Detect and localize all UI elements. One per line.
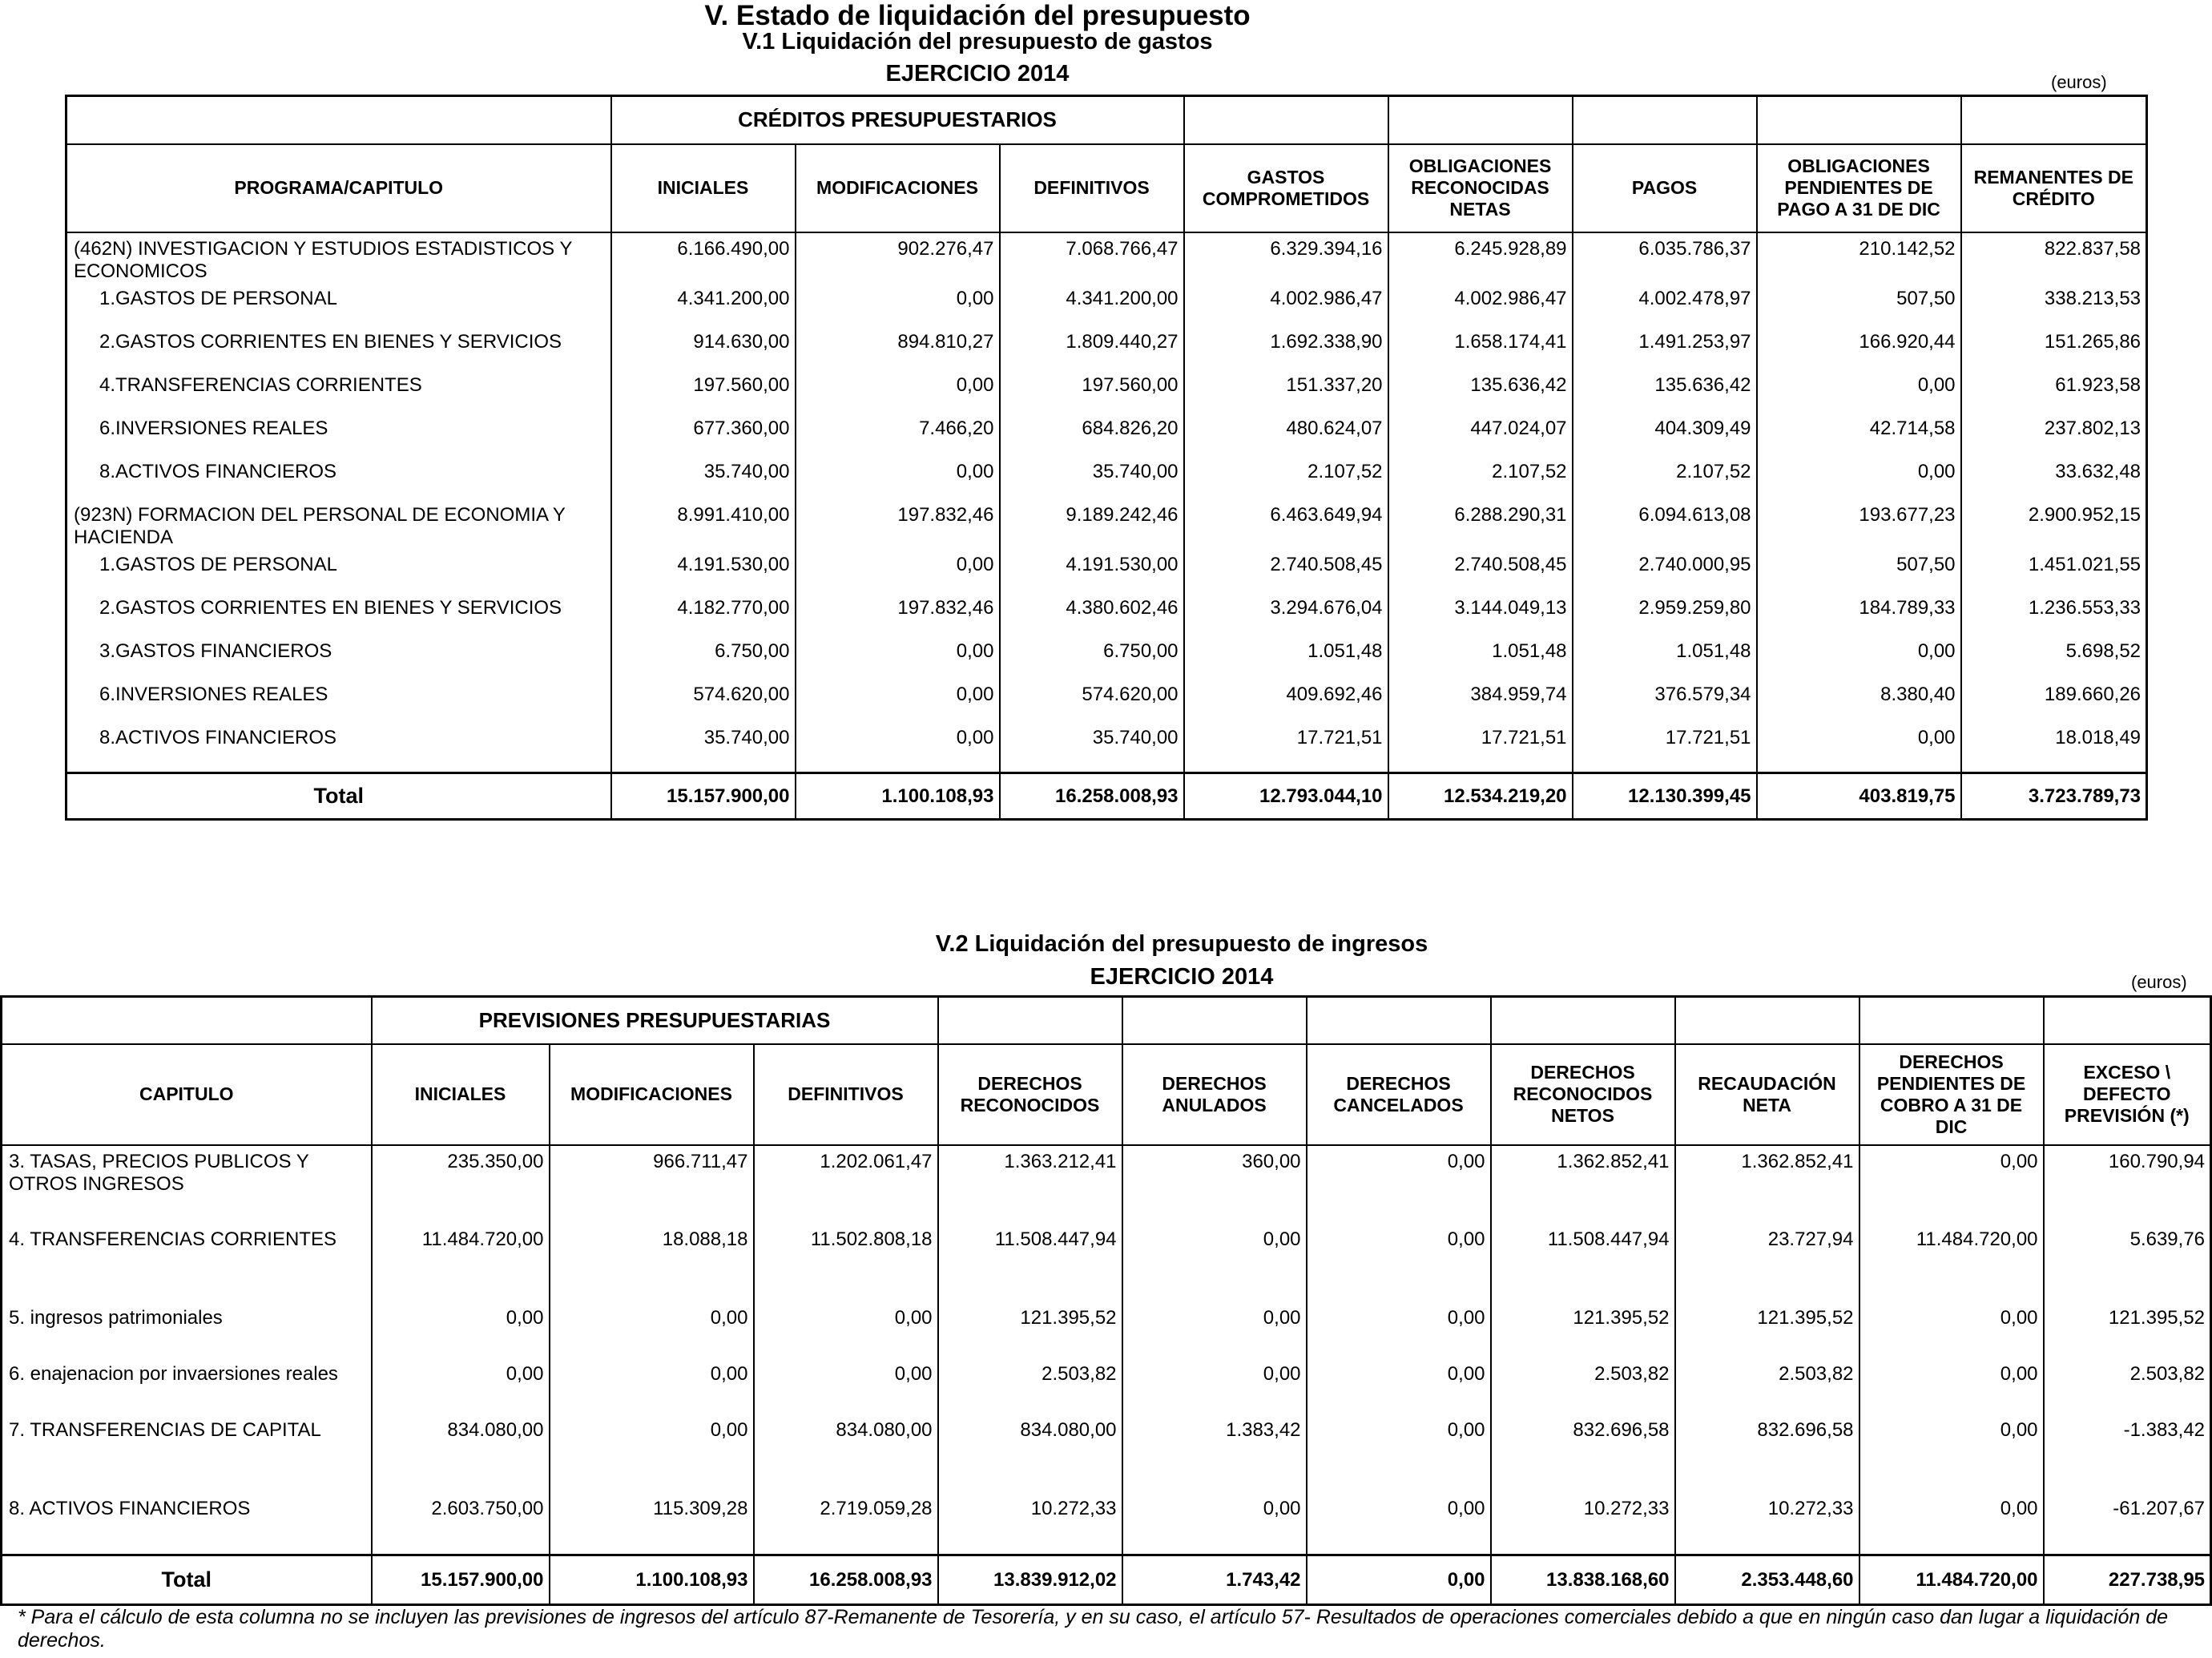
cell-value: 1.692.338,90: [1184, 326, 1388, 369]
cell-value: 1.051,48: [1388, 635, 1573, 679]
column-header: DERECHOS RECONOCIDOS: [938, 1044, 1122, 1145]
cell-value: 8.991.410,00: [611, 499, 796, 549]
total-value: 1.100.108,93: [796, 773, 1000, 820]
table-row: [66, 369, 2147, 413]
cell-value: 7.466,20: [796, 413, 1000, 456]
cell-value: 1.202.061,47: [754, 1145, 938, 1224]
cell-value: 507,50: [1757, 549, 1961, 592]
cell-value: 834.080,00: [938, 1414, 1122, 1493]
gastos-subtitle: V.1 Liquidación del presupuesto de gastos: [742, 29, 1213, 54]
gastos-group-spacer: [66, 96, 611, 144]
cell-value: 3.144.049,13: [1388, 592, 1573, 635]
total-value: 16.258.008,93: [1000, 773, 1184, 820]
cell-value: 7.068.766,47: [1000, 232, 1184, 283]
cell-value: 0,00: [550, 1414, 754, 1493]
cell-value: 6.329.394,16: [1184, 232, 1388, 283]
cell-value: 2.603.750,00: [372, 1493, 550, 1555]
cell-value: 235.350,00: [372, 1145, 550, 1224]
cell-value: 404.309,49: [1573, 413, 1757, 456]
cell-value: 0,00: [1859, 1145, 2044, 1224]
row-label: 6.INVERSIONES REALES: [66, 679, 611, 722]
table-row: [66, 232, 2147, 283]
total-value: 13.838.168,60: [1491, 1555, 1675, 1605]
row-label: 6. enajenacion por invaersiones reales: [2, 1358, 372, 1414]
column-header: PAGOS: [1573, 144, 1757, 232]
table-row: [66, 592, 2147, 635]
cell-value: 197.560,00: [611, 369, 796, 413]
cell-value: 822.837,58: [1961, 232, 2147, 283]
table-row: [2, 1302, 2211, 1358]
ingresos-subtitle: V.2 Liquidación del presupuesto de ingresos: [935, 931, 1428, 957]
column-header: DEFINITIVOS: [1000, 144, 1184, 232]
cell-value: 2.740.508,45: [1184, 549, 1388, 592]
total-value: 3.723.789,73: [1961, 773, 2147, 820]
cell-value: 0,00: [1757, 456, 1961, 499]
cell-value: 121.395,52: [2044, 1302, 2211, 1358]
cell-value: 0,00: [1757, 722, 1961, 773]
cell-value: -61.207,67: [2044, 1493, 2211, 1555]
cell-value: 5.698,52: [1961, 635, 2147, 679]
footnote: * Para el cálculo de esta columna no se incluyen las previsiones de ingresos del artículo 87-Remanente de Tesorería, y en su caso, el artículo 57- Resultados de operaciones comerciales debido a que en ningún caso dan lugar a liquidación de derechos.: [18, 1606, 2169, 1652]
table-row: [66, 549, 2147, 592]
row-label: (462N) INVESTIGACION Y ESTUDIOS ESTADISTICOS Y ECONOMICOS: [66, 232, 611, 283]
cell-value: 11.484.720,00: [372, 1224, 550, 1302]
cell-value: 2.740.508,45: [1388, 549, 1573, 592]
cell-value: 4.341.200,00: [611, 283, 796, 326]
column-header: INICIALES: [372, 1044, 550, 1145]
cell-value: 1.363.212,41: [938, 1145, 1122, 1224]
cell-value: 4.002.986,47: [1388, 283, 1573, 326]
total-value: 13.839.912,02: [938, 1555, 1122, 1605]
cell-value: 189.660,26: [1961, 679, 2147, 722]
cell-value: 0,00: [1122, 1224, 1307, 1302]
column-header: DERECHOS ANULADOS: [1122, 1044, 1307, 1145]
column-header: REMANENTES DE CRÉDITO: [1961, 144, 2147, 232]
cell-value: 2.503,82: [1491, 1358, 1675, 1414]
cell-value: 160.790,94: [2044, 1145, 2211, 1224]
cell-value: 0,00: [1122, 1493, 1307, 1555]
cell-value: 4.380.602,46: [1000, 592, 1184, 635]
gastos-unit: (euros): [2051, 72, 2107, 92]
cell-value: 1.236.553,33: [1961, 592, 2147, 635]
cell-value: 1.362.852,41: [1675, 1145, 1859, 1224]
cell-value: 121.395,52: [938, 1302, 1122, 1358]
cell-value: 35.740,00: [611, 456, 796, 499]
column-header: MODIFICACIONES: [796, 144, 1000, 232]
cell-value: 0,00: [1859, 1414, 2044, 1493]
row-label: (923N) FORMACION DEL PERSONAL DE ECONOMIA Y HACIENDA: [66, 499, 611, 549]
total-value: 0,00: [1307, 1555, 1491, 1605]
cell-value: 0,00: [796, 722, 1000, 773]
page-title: V. Estado de liquidación del presupuesto: [704, 0, 1251, 31]
cell-value: 677.360,00: [611, 413, 796, 456]
column-header: DERECHOS CANCELADOS: [1307, 1044, 1491, 1145]
cell-value: 115.309,28: [550, 1493, 754, 1555]
table-row: [66, 679, 2147, 722]
cell-value: 2.719.059,28: [754, 1493, 938, 1555]
row-label: 8.ACTIVOS FINANCIEROS: [66, 456, 611, 499]
cell-value: 11.484.720,00: [1859, 1224, 2044, 1302]
cell-value: 2.900.952,15: [1961, 499, 2147, 549]
cell-value: 35.740,00: [1000, 722, 1184, 773]
cell-value: 0,00: [372, 1302, 550, 1358]
total-value: 15.157.900,00: [611, 773, 796, 820]
column-header: MODIFICACIONES: [550, 1044, 754, 1145]
cell-value: 0,00: [754, 1358, 938, 1414]
cell-value: 5.639,76: [2044, 1224, 2211, 1302]
cell-value: 834.080,00: [754, 1414, 938, 1493]
cell-value: 360,00: [1122, 1145, 1307, 1224]
cell-value: 18.088,18: [550, 1224, 754, 1302]
cell-value: 2.503,82: [2044, 1358, 2211, 1414]
cell-value: 902.276,47: [796, 232, 1000, 283]
cell-value: 0,00: [1307, 1302, 1491, 1358]
cell-value: 10.272,33: [1675, 1493, 1859, 1555]
cell-value: 376.579,34: [1573, 679, 1757, 722]
row-label: 1.GASTOS DE PERSONAL: [66, 549, 611, 592]
cell-value: 574.620,00: [611, 679, 796, 722]
table-row: [66, 499, 2147, 549]
gastos-group-header: CRÉDITOS PRESUPUESTARIOS: [611, 96, 1184, 144]
cell-value: 0,00: [796, 679, 1000, 722]
total-label: Total: [66, 773, 611, 820]
column-header: DERECHOS PENDIENTES DE COBRO A 31 DE DIC: [1859, 1044, 2044, 1145]
table-row: [66, 635, 2147, 679]
cell-value: 11.502.808,18: [754, 1224, 938, 1302]
cell-value: 0,00: [1859, 1302, 2044, 1358]
cell-value: 834.080,00: [372, 1414, 550, 1493]
cell-value: 2.503,82: [1675, 1358, 1859, 1414]
cell-value: 166.920,44: [1757, 326, 1961, 369]
cell-value: 0,00: [550, 1358, 754, 1414]
table-row: [66, 283, 2147, 326]
cell-value: 4.191.530,00: [611, 549, 796, 592]
cell-value: 17.721,51: [1184, 722, 1388, 773]
cell-value: 1.051,48: [1184, 635, 1388, 679]
total-value: 16.258.008,93: [754, 1555, 938, 1605]
cell-value: 197.832,46: [796, 499, 1000, 549]
cell-value: 10.272,33: [1491, 1493, 1675, 1555]
cell-value: 2.959.259,80: [1573, 592, 1757, 635]
cell-value: 1.658.174,41: [1388, 326, 1573, 369]
cell-value: 197.832,46: [796, 592, 1000, 635]
cell-value: 2.107,52: [1184, 456, 1388, 499]
cell-value: 6.750,00: [1000, 635, 1184, 679]
row-label: 2.GASTOS CORRIENTES EN BIENES Y SERVICIOS: [66, 326, 611, 369]
cell-value: 0,00: [372, 1358, 550, 1414]
cell-value: 0,00: [796, 283, 1000, 326]
ingresos-year: EJERCICIO 2014: [1090, 964, 1274, 990]
cell-value: 0,00: [1307, 1145, 1491, 1224]
cell-value: 121.395,52: [1491, 1302, 1675, 1358]
cell-value: 447.024,07: [1388, 413, 1573, 456]
cell-value: 6.166.490,00: [611, 232, 796, 283]
cell-value: 6.035.786,37: [1573, 232, 1757, 283]
cell-value: 0,00: [796, 549, 1000, 592]
cell-value: 6.288.290,31: [1388, 499, 1573, 549]
cell-value: 184.789,33: [1757, 592, 1961, 635]
total-value: 12.793.044,10: [1184, 773, 1388, 820]
cell-value: 151.337,20: [1184, 369, 1388, 413]
row-label: 2.GASTOS CORRIENTES EN BIENES Y SERVICIOS: [66, 592, 611, 635]
cell-value: 0,00: [1307, 1493, 1491, 1555]
cell-value: 0,00: [1122, 1358, 1307, 1414]
table-row: [2, 1358, 2211, 1414]
cell-value: 1.383,42: [1122, 1414, 1307, 1493]
cell-value: 338.213,53: [1961, 283, 2147, 326]
row-label: 8.ACTIVOS FINANCIEROS: [66, 722, 611, 773]
cell-value: 8.380,40: [1757, 679, 1961, 722]
cell-value: 6.750,00: [611, 635, 796, 679]
cell-value: 0,00: [754, 1302, 938, 1358]
cell-value: 409.692,46: [1184, 679, 1388, 722]
cell-value: 210.142,52: [1757, 232, 1961, 283]
total-value: 15.157.900,00: [372, 1555, 550, 1605]
cell-value: 135.636,42: [1573, 369, 1757, 413]
ingresos-unit: (euros): [2131, 972, 2187, 992]
cell-value: 3.294.676,04: [1184, 592, 1388, 635]
gastos-table: [65, 95, 2148, 821]
cell-value: 6.245.928,89: [1388, 232, 1573, 283]
cell-value: 4.182.770,00: [611, 592, 796, 635]
column-header: CAPITULO: [2, 1044, 372, 1145]
cell-value: 0,00: [1307, 1358, 1491, 1414]
cell-value: 2.740.000,95: [1573, 549, 1757, 592]
cell-value: 121.395,52: [1675, 1302, 1859, 1358]
table-row: [2, 1145, 2211, 1224]
cell-value: 0,00: [550, 1302, 754, 1358]
cell-value: 0,00: [796, 369, 1000, 413]
row-label: 3.GASTOS FINANCIEROS: [66, 635, 611, 679]
row-label: 8. ACTIVOS FINANCIEROS: [2, 1493, 372, 1555]
cell-value: 4.002.478,97: [1573, 283, 1757, 326]
cell-value: 832.696,58: [1675, 1414, 1859, 1493]
total-value: 11.484.720,00: [1859, 1555, 2044, 1605]
table-row: [66, 722, 2147, 773]
cell-value: 135.636,42: [1388, 369, 1573, 413]
cell-value: 574.620,00: [1000, 679, 1184, 722]
cell-value: 193.677,23: [1757, 499, 1961, 549]
ingresos-table: [0, 995, 2212, 1606]
cell-value: 2.503,82: [938, 1358, 1122, 1414]
cell-value: 10.272,33: [938, 1493, 1122, 1555]
row-label: 1.GASTOS DE PERSONAL: [66, 283, 611, 326]
cell-value: 151.265,86: [1961, 326, 2147, 369]
column-header: PROGRAMA/CAPITULO: [66, 144, 611, 232]
cell-value: 894.810,27: [796, 326, 1000, 369]
column-header: DEFINITIVOS: [754, 1044, 938, 1145]
cell-value: 966.711,47: [550, 1145, 754, 1224]
total-value: 12.130.399,45: [1573, 773, 1757, 820]
cell-value: 684.826,20: [1000, 413, 1184, 456]
row-label: 4.TRANSFERENCIAS CORRIENTES: [66, 369, 611, 413]
cell-value: 0,00: [1757, 369, 1961, 413]
ingresos-group-header: PREVISIONES PRESUPUESTARIAS: [372, 997, 938, 1044]
cell-value: 17.721,51: [1388, 722, 1573, 773]
cell-value: 1.809.440,27: [1000, 326, 1184, 369]
cell-value: 0,00: [1757, 635, 1961, 679]
cell-value: 61.923,58: [1961, 369, 2147, 413]
cell-value: 0,00: [1859, 1358, 2044, 1414]
cell-value: 0,00: [1307, 1414, 1491, 1493]
cell-value: 1.051,48: [1573, 635, 1757, 679]
table-row: [2, 1224, 2211, 1302]
cell-value: 11.508.447,94: [1491, 1224, 1675, 1302]
cell-value: 480.624,07: [1184, 413, 1388, 456]
cell-value: 9.189.242,46: [1000, 499, 1184, 549]
total-value: 227.738,95: [2044, 1555, 2211, 1605]
total-value: 12.534.219,20: [1388, 773, 1573, 820]
cell-value: 42.714,58: [1757, 413, 1961, 456]
cell-value: 914.630,00: [611, 326, 796, 369]
total-value: 2.353.448,60: [1675, 1555, 1859, 1605]
column-header: INICIALES: [611, 144, 796, 232]
column-header: EXCESO \ DEFECTO PREVISIÓN (*): [2044, 1044, 2211, 1145]
total-label: Total: [2, 1555, 372, 1605]
row-label: 5. ingresos patrimoniales: [2, 1302, 372, 1358]
cell-value: 17.721,51: [1573, 722, 1757, 773]
cell-value: 384.959,74: [1388, 679, 1573, 722]
gastos-year: EJERCICIO 2014: [885, 61, 1070, 87]
cell-value: 197.560,00: [1000, 369, 1184, 413]
table-row: [66, 456, 2147, 499]
cell-value: 1.491.253,97: [1573, 326, 1757, 369]
row-label: 4. TRANSFERENCIAS CORRIENTES: [2, 1224, 372, 1302]
cell-value: 18.018,49: [1961, 722, 2147, 773]
row-label: 6.INVERSIONES REALES: [66, 413, 611, 456]
cell-value: 2.107,52: [1573, 456, 1757, 499]
cell-value: 35.740,00: [611, 722, 796, 773]
row-label: 3. TASAS, PRECIOS PUBLICOS Y OTROS INGRESOS: [2, 1145, 372, 1224]
column-header: RECAUDACIÓN NETA: [1675, 1044, 1859, 1145]
cell-value: 11.508.447,94: [938, 1224, 1122, 1302]
cell-value: 4.341.200,00: [1000, 283, 1184, 326]
total-value: 1.100.108,93: [550, 1555, 754, 1605]
cell-value: 35.740,00: [1000, 456, 1184, 499]
cell-value: 0,00: [1859, 1493, 2044, 1555]
cell-value: 23.727,94: [1675, 1224, 1859, 1302]
cell-value: 237.802,13: [1961, 413, 2147, 456]
column-header: OBLIGACIONES RECONOCIDAS NETAS: [1388, 144, 1573, 232]
cell-value: 6.094.613,08: [1573, 499, 1757, 549]
table-row: [2, 1414, 2211, 1493]
table-row: [66, 413, 2147, 456]
cell-value: 1.451.021,55: [1961, 549, 2147, 592]
cell-value: 832.696,58: [1491, 1414, 1675, 1493]
cell-value: 507,50: [1757, 283, 1961, 326]
cell-value: 0,00: [1122, 1302, 1307, 1358]
total-value: 1.743,42: [1122, 1555, 1307, 1605]
cell-value: 33.632,48: [1961, 456, 2147, 499]
row-label: 7. TRANSFERENCIAS DE CAPITAL: [2, 1414, 372, 1493]
total-value: 403.819,75: [1757, 773, 1961, 820]
column-header: OBLIGACIONES PENDIENTES DE PAGO A 31 DE DIC: [1757, 144, 1961, 232]
cell-value: -1.383,42: [2044, 1414, 2211, 1493]
cell-value: 4.191.530,00: [1000, 549, 1184, 592]
cell-value: 2.107,52: [1388, 456, 1573, 499]
table-row: [66, 326, 2147, 369]
cell-value: 0,00: [796, 635, 1000, 679]
cell-value: 0,00: [1307, 1224, 1491, 1302]
table-row: [2, 1493, 2211, 1555]
cell-value: 4.002.986,47: [1184, 283, 1388, 326]
cell-value: 0,00: [796, 456, 1000, 499]
column-header: GASTOS COMPROMETIDOS: [1184, 144, 1388, 232]
cell-value: 1.362.852,41: [1491, 1145, 1675, 1224]
cell-value: 6.463.649,94: [1184, 499, 1388, 549]
column-header: DERECHOS RECONOCIDOS NETOS: [1491, 1044, 1675, 1145]
